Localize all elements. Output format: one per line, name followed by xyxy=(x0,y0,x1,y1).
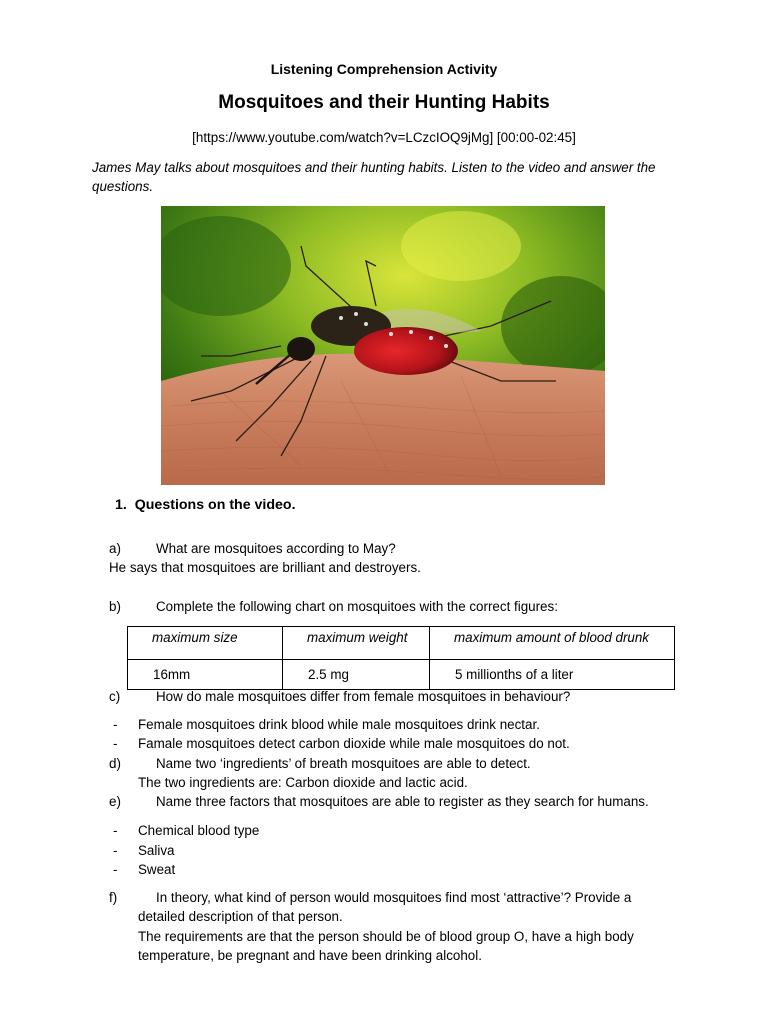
section-heading xyxy=(115,497,296,513)
table-header-row xyxy=(128,627,675,660)
question-e-bullet: Chemical blood type xyxy=(138,823,260,838)
question-f-answer: The requirements are that the person should be of blood group O, have a high body xyxy=(138,929,634,944)
question-e-text: Name three factors that mosquitoes are able to register as they search for humans. xyxy=(156,794,649,809)
question-d-letter: d) xyxy=(109,756,121,771)
question-e-letter: e) xyxy=(109,794,121,809)
page-title: Mosquitoes and their Hunting Habits xyxy=(218,92,550,113)
question-f-text-continued: detailed description of that person. xyxy=(138,909,343,924)
table-row xyxy=(128,660,675,690)
intro-text: James May talks about mosquitoes and their hunting habits. Listen to the video and answer the questions. xyxy=(92,160,656,194)
section-number: 1. xyxy=(115,497,127,513)
table-cell: 2.5 mg xyxy=(283,660,430,690)
bullet-dash: - xyxy=(113,717,118,732)
question-c-letter: c) xyxy=(109,689,121,704)
table-header-cell: maximum size xyxy=(128,627,283,660)
question-a-letter: a) xyxy=(109,541,121,556)
section-title: Questions on the video. xyxy=(134,497,296,513)
question-f-answer-continued: temperature, be pregnant and have been drinking alcohol. xyxy=(138,948,482,963)
bullet-dash: - xyxy=(113,843,118,858)
question-a-text: What are mosquitoes according to May? xyxy=(156,541,396,556)
question-a-answer: He says that mosquitoes are brilliant and destroyers. xyxy=(109,560,421,575)
activity-heading: Listening Comprehension Activity xyxy=(270,61,498,77)
question-c-text: How do male mosquitoes differ from female mosquitoes in behaviour? xyxy=(156,689,571,704)
table-cell: 5 millionths of a liter xyxy=(430,660,675,690)
bullet-dash: - xyxy=(113,823,118,838)
table-cell: 16mm xyxy=(128,660,283,690)
table-header-cell: maximum weight xyxy=(283,627,430,660)
question-d-text: Name two ‘ingredients’ of breath mosquitoes are able to detect. xyxy=(156,756,531,771)
video-url: [https://www.youtube.com/watch?v=LCzcIOQ9jMg] [00:00-02:45] xyxy=(192,130,576,145)
question-f-text: In theory, what kind of person would mosquitoes find most ‘attractive’? Provide a xyxy=(156,890,632,905)
question-c-bullet: Female mosquitoes drink blood while male mosquitoes drink nectar. xyxy=(138,717,540,732)
table-header-cell: maximum amount of blood drunk xyxy=(430,627,675,660)
question-f-letter: f) xyxy=(109,890,118,905)
question-d-answer: The two ingredients are: Carbon dioxide and lactic acid. xyxy=(138,775,468,790)
question-c-bullet: Famale mosquitoes detect carbon dioxide while male mosquitoes do not. xyxy=(138,736,570,751)
question-b-letter: b) xyxy=(109,599,121,614)
question-e-bullet: Saliva xyxy=(138,843,175,858)
bullet-dash: - xyxy=(113,862,118,877)
bullet-dash: - xyxy=(113,736,118,751)
mosquito-photo xyxy=(161,206,605,485)
mosquito-figures-table xyxy=(127,626,675,690)
question-e-bullet: Sweat xyxy=(138,862,176,877)
question-b-text: Complete the following chart on mosquitoes with the correct figures: xyxy=(156,599,558,614)
